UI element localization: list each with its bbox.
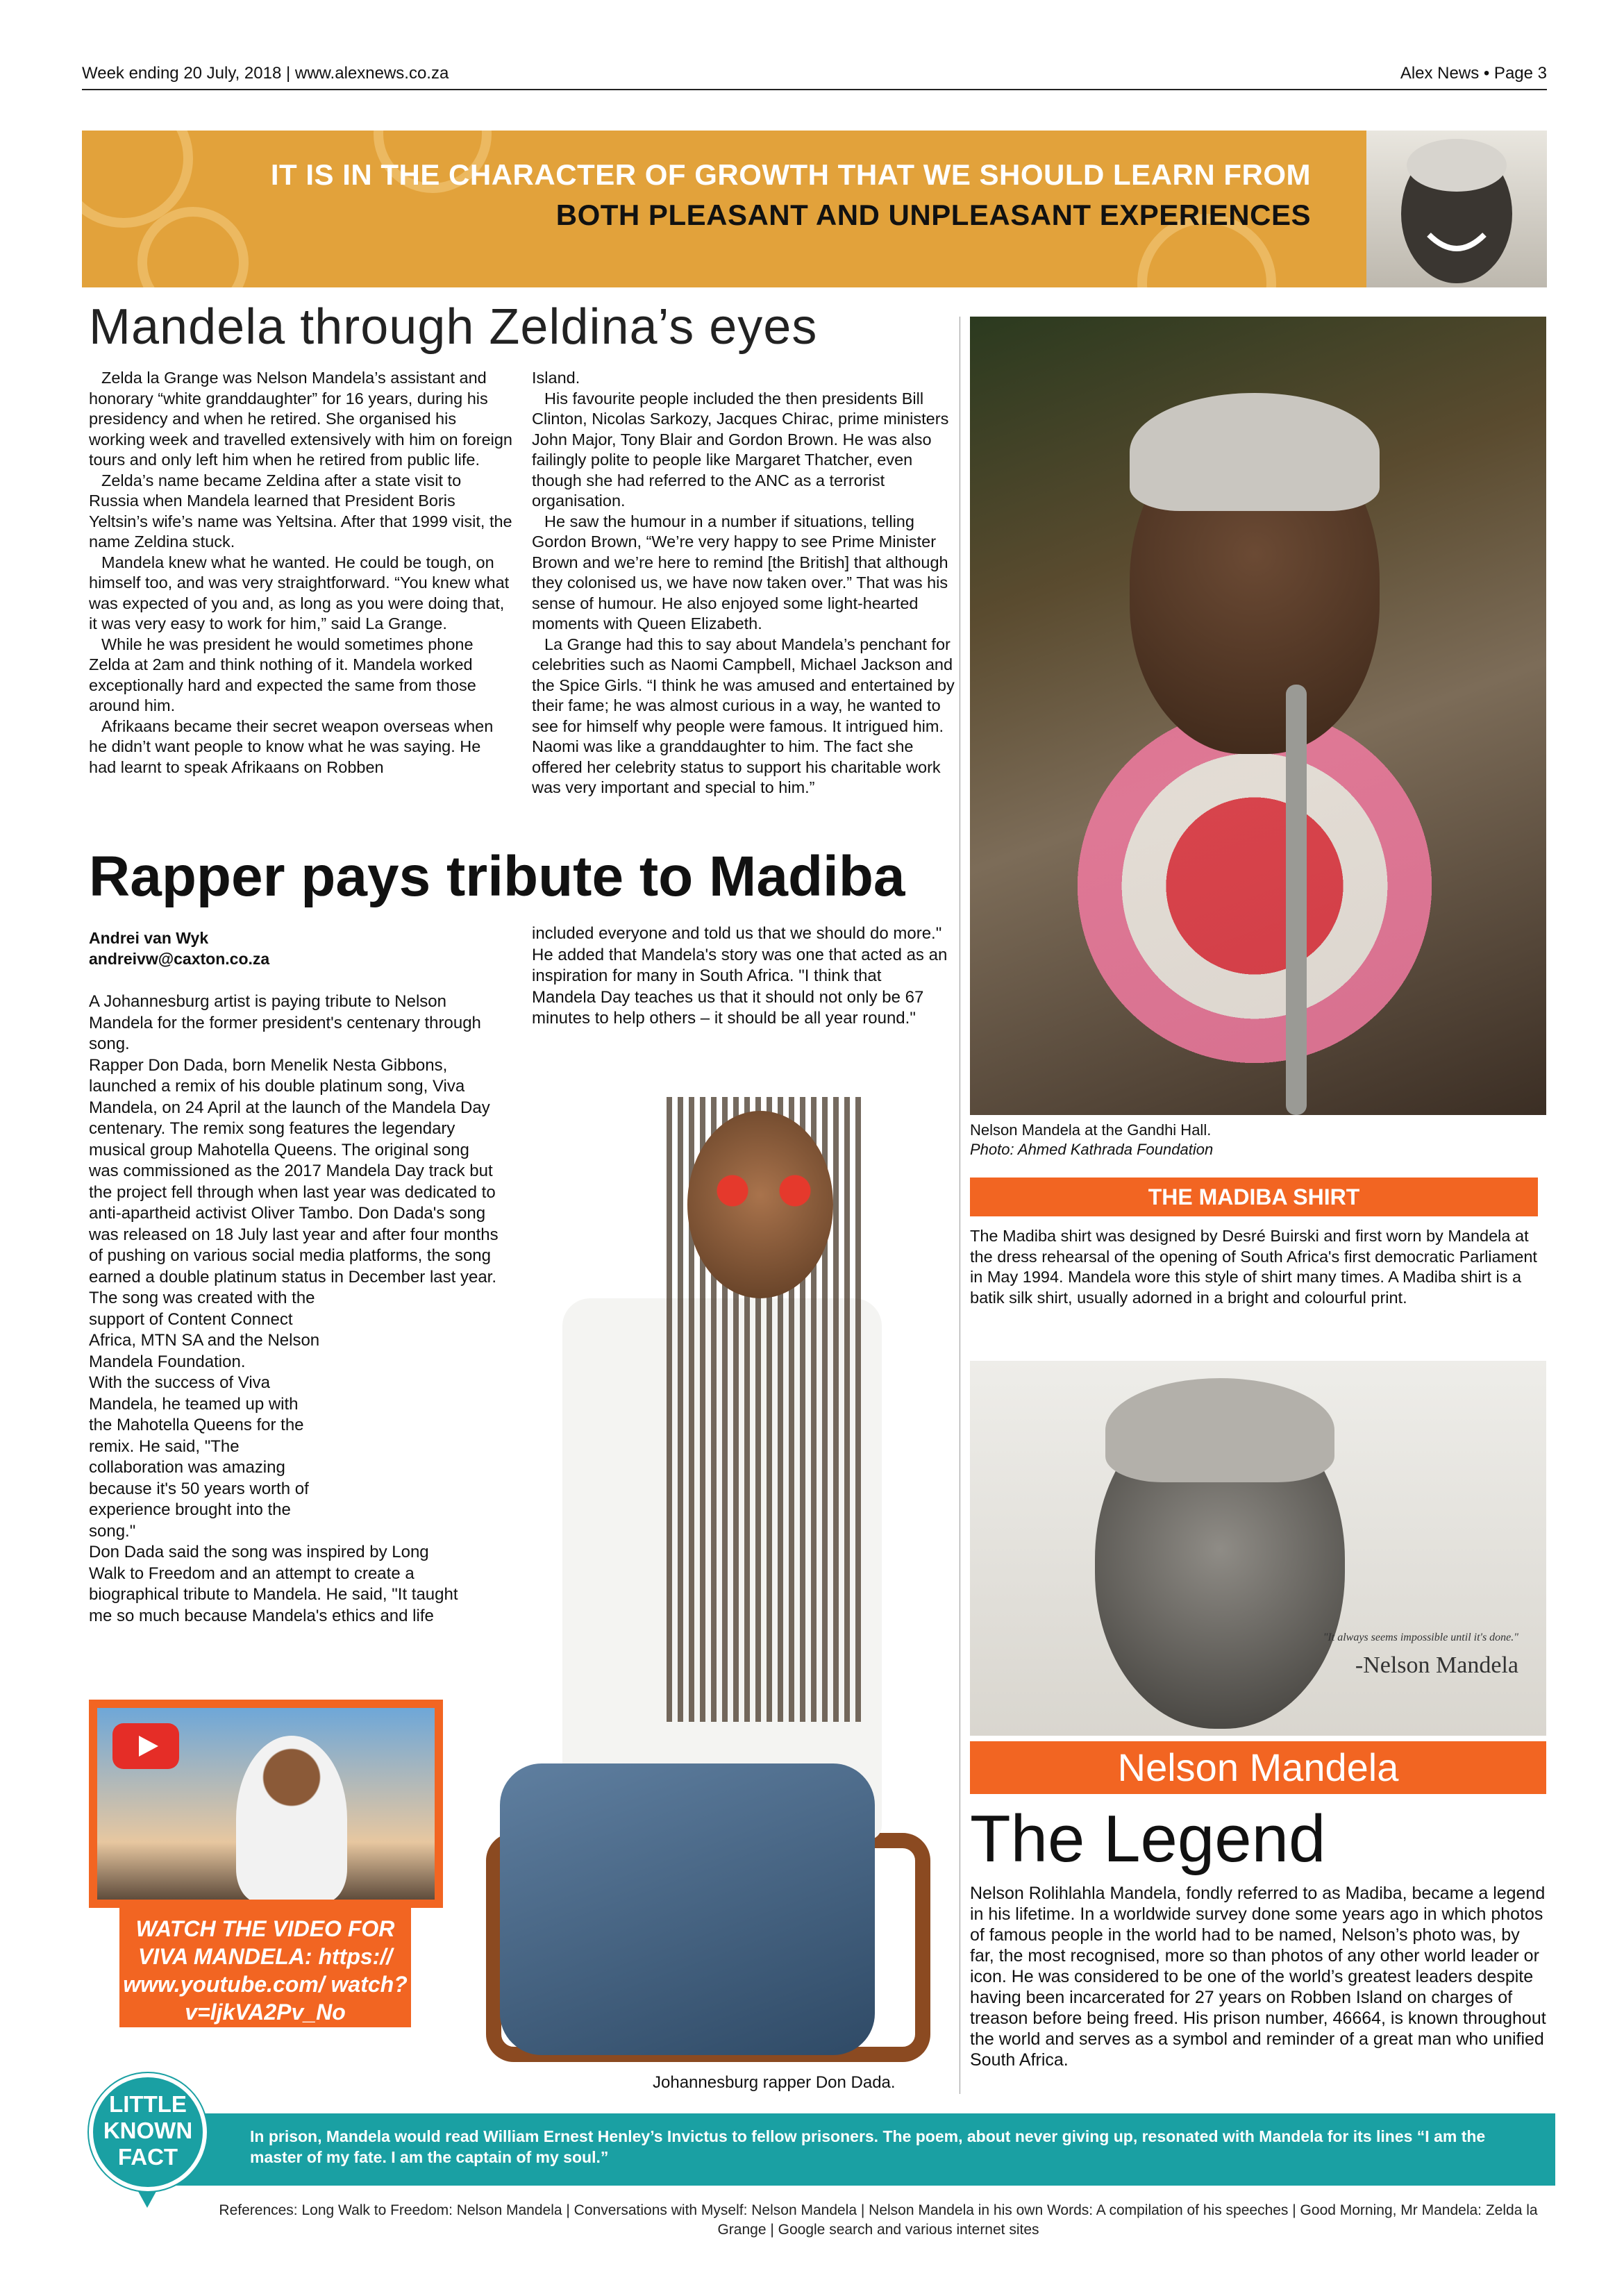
legend-title: The Legend bbox=[970, 1802, 1326, 1876]
zeldina-column-2 bbox=[532, 368, 955, 798]
mandela-photo-credit: Photo: Ahmed Kathrada Foundation bbox=[970, 1141, 1214, 1158]
madiba-shirt-text: The Madiba shirt was designed by Desré Buirski and first worn by Mandela at the dress rehearsal of the opening of South Africa's first democratic Parliament in May 1994. Mandela wore this style of shirt many times. A Madiba shirt is a batik silk shirt, usually adorned in a bright and colourful print. bbox=[970, 1227, 1537, 1307]
author-name: Andrei van Wyk bbox=[89, 929, 209, 947]
rapper-column-1 bbox=[89, 991, 499, 1627]
madiba-shirt-heading: THE MADIBA SHIRT bbox=[970, 1178, 1538, 1216]
zeldina-column-1 bbox=[89, 368, 512, 778]
paragraph: Don Dada said the song was inspired by Long Walk to Freedom and an attempt to create a biographical tribute to Mandela. He said, "It taught me so much because Mandela's ethics and life bbox=[89, 1543, 458, 1625]
paragraph: A Johannesburg artist is paying tribute to Nelson Mandela for the former president's centenary through song. bbox=[89, 992, 481, 1053]
byline bbox=[89, 928, 269, 969]
mandela-photo-caption: Nelson Mandela at the Gandhi Hall. bbox=[970, 1121, 1212, 1139]
sketch-quote: "It always seems impossible until it's done." bbox=[1323, 1632, 1518, 1643]
don-dada-caption: Johannesburg rapper Don Dada. bbox=[653, 2073, 896, 2092]
video-thumbnail[interactable] bbox=[89, 1700, 443, 1908]
mandela-gandhi-hall-photo bbox=[970, 317, 1546, 1115]
paragraph: included everyone and told us that we should do more." bbox=[532, 924, 942, 943]
little-known-fact-badge bbox=[89, 2073, 207, 2191]
little-known-fact-bar: In prison, Mandela would read William Ernest Henley’s Invictus to fellow prisoners. The poem, about never giving up, resonated with Mandela for its lines “I am the master of my fate. I am the captain of my soul.” bbox=[174, 2113, 1555, 2186]
banner-line-1: IT IS IN THE CHARACTER OF GROWTH THAT WE SHOULD LEARN FROM bbox=[270, 158, 1311, 191]
paragraph: Zelda’s name became Zeldina after a state visit to Russia when Mandela learned that President Boris Yeltsin’s wife’s name was Yeltsina. After that 1999 visit, the name Zeldina stuck. bbox=[89, 471, 512, 551]
paragraph: The song was created with the support of Content Connect Africa, MTN SA and the Nelson Mandela Foundation. bbox=[89, 1289, 320, 1371]
mandela-sketch-image bbox=[970, 1361, 1546, 1736]
rapper-column-2 bbox=[532, 923, 948, 1030]
sketch-signature: -Nelson Mandela bbox=[1355, 1652, 1518, 1678]
paragraph: With the success of Viva Mandela, he teamed up with the Mahotella Queens for the remix. He said, "The collaboration was amazing because it's 50 years worth of experience brought into the song." bbox=[89, 1373, 309, 1541]
banner-line-2: BOTH PLEASANT AND UNPLEASANT EXPERIENCES bbox=[555, 199, 1311, 231]
paragraph: While he was president he would sometimes phone Zelda at 2am and think nothing of it. Mandela worked exceptionally hard and expected the same from those around him. bbox=[89, 635, 476, 714]
paragraph: Afrikaans became their secret weapon overseas when he didn’t want people to know what he was saying. He had learnt to speak Afrikaans on Robben bbox=[89, 717, 494, 776]
paragraph: Mandela knew what he wanted. He could be tough, on himself too, and was very straightforward. “You knew what was expected of you and, as long as you were doing that, it was very easy to work for him,” said La Grange. bbox=[89, 553, 510, 632]
paragraph: Rapper Don Dada, born Menelik Nesta Gibbons, launched a remix of his double platinum song, Viva Mandela, on 24 April at the launch of the Mandela Day centenary. The remix song features the legendary musical group Mahotella Queens. The original song was commissioned as the 2017 Mandela Day track but the project fell through when last year was dedicated to anti-apartheid activist Oliver Tambo. Don Dada's song was released on 18 July last year and after four months of pushing on various social media platforms, the song earned a double platinum status in December last year. bbox=[89, 1055, 499, 1287]
play-icon[interactable] bbox=[112, 1723, 179, 1769]
paragraph: He added that Mandela's story was one that acted as an inspiration for many in South Africa. "I think that Mandela Day teaches us that it should not only be 67 minutes to help others – it should be all year round." bbox=[532, 945, 948, 1028]
author-email[interactable]: andreivw@caxton.co.za bbox=[89, 950, 270, 968]
rapper-headline: Rapper pays tribute to Madiba bbox=[89, 845, 905, 908]
legend-bar: Nelson Mandela bbox=[970, 1741, 1546, 1794]
zeldina-headline: Mandela through Zeldina’s eyes bbox=[89, 299, 818, 355]
mandela-portrait-sketch bbox=[1366, 131, 1547, 287]
page-header-left: Week ending 20 July, 2018 | www.alexnews.co.za bbox=[82, 64, 449, 83]
header-rule bbox=[82, 89, 1547, 90]
badge-line: LITTLE bbox=[109, 2091, 187, 2117]
badge-line: KNOWN bbox=[103, 2118, 193, 2143]
video-link[interactable]: WATCH THE VIDEO FOR VIVA MANDELA: https:// www.youtube.com/ watch?v=ljkVA2Pv_No bbox=[119, 1908, 411, 2027]
paragraph: Island. bbox=[532, 369, 580, 387]
paragraph: He saw the humour in a number if situations, telling Gordon Brown, “We’re very happy to see Prime Minister Brown and we’re here to remind [the British] that although they colonised us, we have now taken over.” That was his sense of humour. He also enjoyed some light-hearted moments with Queen Elizabeth. bbox=[532, 512, 948, 632]
badge-line: FACT bbox=[117, 2144, 178, 2170]
don-dada-photo bbox=[458, 1069, 937, 2069]
legend-text: Nelson Rolihlahla Mandela, fondly referred to as Madiba, became a legend in his lifetime. In a worldwide survey done some years ago in which photos of famous people in the world had to be named, Nelson’s photo was, by far, the most recognised, more so than photos of any other world leader or icon. He was considered to be one of the world’s greatest leaders despite having been incarcerated for 27 years on Robben Island on charges of treason before being freed. His prison number, 46664, is known throughout the world and serves as a symbol and reminder of a great man who unified South Africa. bbox=[970, 1884, 1546, 2070]
paragraph: Zelda la Grange was Nelson Mandela’s assistant and honorary “white granddaughter” for 16 years, during his presidency and when he retired. She organised his working week and travelled extensively with him on foreign tours and only left him when he retired from public life. bbox=[89, 369, 513, 469]
references: References: Long Walk to Freedom: Nelson Mandela | Conversations with Myself: Nelson Mandela | Nelson Mandela in his own Words: A compilation of his speeches | Good Morning, Mr Mandela: Zelda la Grange | Google search and various internet sites bbox=[219, 2202, 1538, 2238]
paragraph: His favourite people included the then presidents Bill Clinton, Nicolas Sarkozy, Jacques Chirac, prime ministers John Major, Tony Blair and Gordon Brown. He was also failingly polite to people like Margaret Thatcher, even though she had referred to the ANC as a terrorist organisation. bbox=[532, 389, 949, 510]
paragraph: La Grange had this to say about Mandela’s penchant for celebrities such as Naomi Campbell, Michael Jackson and the Spice Girls. “I think he was amused and entertained by their fame; he was almost curious in a way, he wanted to see for himself why people were famous. It intrigued him. Naomi was like a granddaughter to him. The fact she offered her celebrity status to support his charitable work was very important and special to him.” bbox=[532, 635, 955, 796]
quote-banner bbox=[82, 131, 1547, 287]
video-still bbox=[236, 1736, 347, 1900]
page-header-right: Alex News • Page 3 bbox=[1400, 64, 1547, 83]
